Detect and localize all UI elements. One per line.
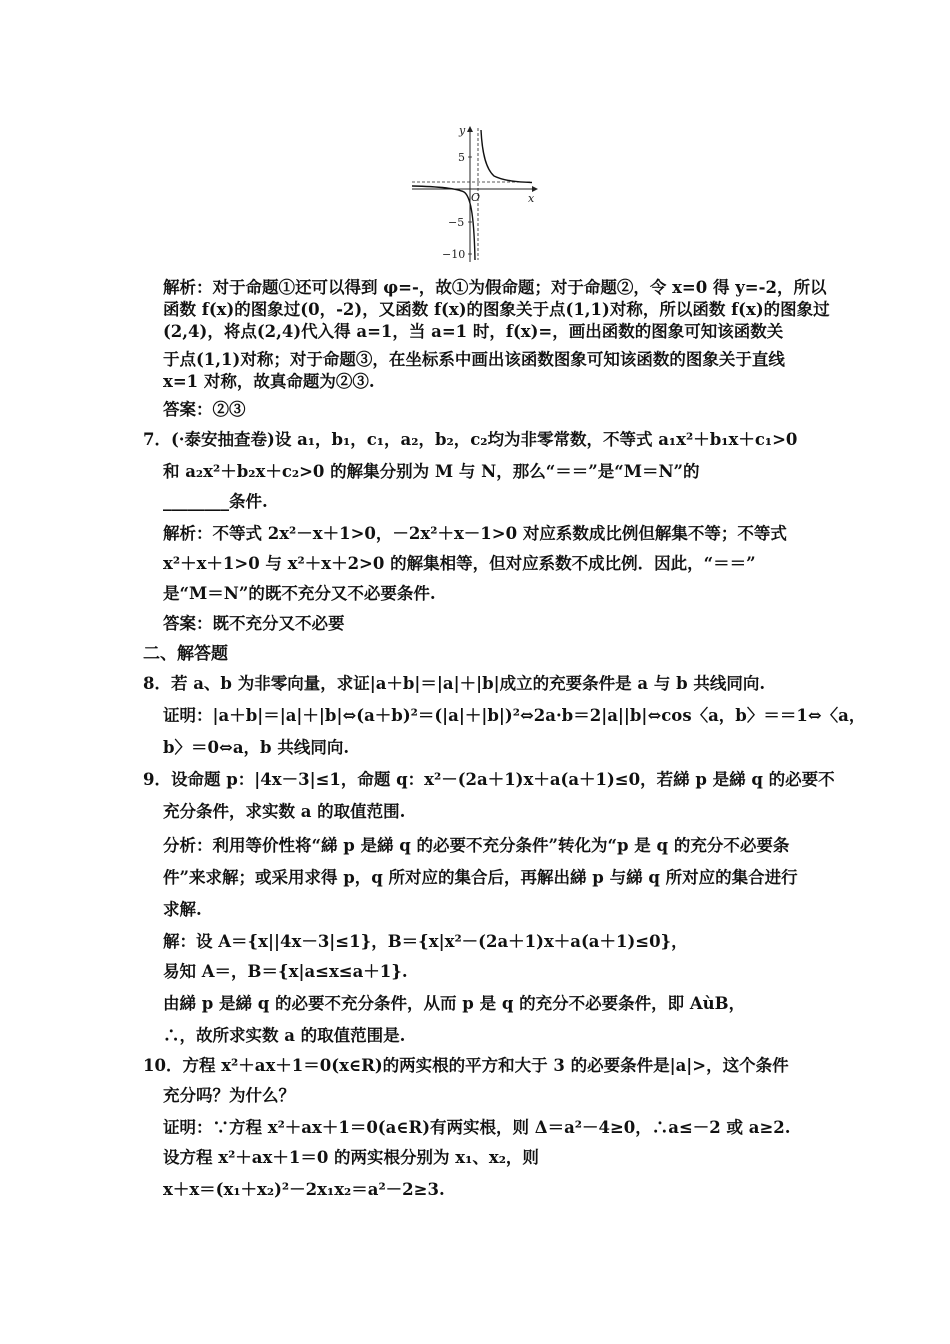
x-axis-label: x <box>528 192 535 205</box>
q9-analysis-line-2: 件”来求解；或采用求得 p，q 所对应的集合后，再解出綈 p 与綈 q 所对应的集合进行 <box>163 868 798 887</box>
q9-analysis-line-3: 求解. <box>163 900 202 919</box>
section-heading: 二、解答题 <box>143 644 228 664</box>
q10-proof-line-2: 设方程 x²＋ax＋1＝0 的两实根分别为 x₁、x₂，则 <box>163 1148 539 1167</box>
q10-proof-line-3: x＋x＝(x₁＋x₂)²－2x₁x₂＝a²－2≥3. <box>163 1180 445 1199</box>
question-10-line-2: 充分吗？为什么？ <box>163 1086 295 1105</box>
analysis-line-5: x=1 对称，故真命题为②③. <box>163 372 375 391</box>
q10-proof-line-1: 证明：∵方程 x²＋ax＋1＝0(a∈R)有两实根，则 Δ＝a²－4≥0，∴a≤－2 或 a≥2. <box>163 1118 791 1137</box>
q8-proof-line-1: 证明：|a＋b|＝|a|＋|b|⇔(a＋b)²＝(|a|＋|b|)²⇔2a·b＝2|a||b|⇔cos〈a，b〉＝＝1⇔〈a， <box>163 706 866 725</box>
question-9-line-2: 充分条件，求实数 a 的取值范围. <box>163 802 406 821</box>
q9-solution-line-4: ∴，故所求实数 a 的取值范围是. <box>163 1026 406 1045</box>
curve-right-branch <box>481 130 532 183</box>
question-7-line-2: 和 a₂x²＋b₂x＋c₂>0 的解集分别为 M 与 N，那么“＝＝”是“M＝N”的 <box>163 462 700 481</box>
y-axis-arrow <box>467 126 473 132</box>
function-graph <box>408 122 540 264</box>
q9-solution-line-2: 易知 A＝，B＝{x|a≤x≤a＋1}. <box>163 962 408 981</box>
question-8: 8．若 a、b 为非零向量，求证|a＋b|＝|a|＋|b|成立的充要条件是 a 与 b 共线同向. <box>143 674 766 693</box>
q7-answer: 答案：既不充分又不必要 <box>163 614 345 633</box>
analysis-line-2: 函数 f(x)的图象过(0，-2)，又函数 f(x)的图象关于点(1,1)对称，所以函数 f(x)的图象过 <box>163 300 830 319</box>
q7-analysis-line-2: x²＋x＋1>0 与 x²＋x＋2>0 的解集相等，但对应系数不成比例．因此，“＝＝” <box>163 554 756 573</box>
question-7-blank: ________条件. <box>163 492 268 511</box>
q9-analysis-line-1: 分析：利用等价性将“綈 p 是綈 q 的必要不充分条件”转化为“p 是 q 的充分不必要条 <box>163 836 790 855</box>
y-axis-label: y <box>459 124 466 137</box>
question-9-line-1: 9．设命题 p：|4x－3|≤1，命题 q：x²－(2a＋1)x＋a(a＋1)≤0，若綈 p 是綈 q 的必要不 <box>143 770 835 789</box>
q8-proof-line-2: b〉＝0⇔a，b 共线同向. <box>163 738 350 757</box>
question-10-line-1: 10．方程 x²＋ax＋1＝0(x∈R)的两实根的平方和大于 3 的必要条件是|a|>，这个条件 <box>143 1056 789 1075</box>
analysis-line-3: (2,4)，将点(2,4)代入得 a=1，当 a=1 时，f(x)=，画出函数的图象可知该函数关 <box>163 322 784 341</box>
analysis-line-1: 解析：对于命题①还可以得到 φ=-，故①为假命题；对于命题②，令 x=0 得 y=-2，所以 <box>163 278 827 297</box>
q7-analysis-line-3: 是“M＝N”的既不充分又不必要条件. <box>163 584 436 603</box>
q7-analysis-line-1: 解析：不等式 2x²－x＋1>0，－2x²＋x－1>0 对应系数成比例但解集不等；不等式 <box>163 524 787 543</box>
origin-label: O <box>471 191 481 204</box>
analysis-line-4: 于点(1,1)对称；对于命题③，在坐标系中画出该函数图象可知该函数的图象关于直线 <box>163 350 785 369</box>
q9-solution-line-3: 由綈 p 是綈 q 的必要不充分条件，从而 p 是 q 的充分不必要条件，即 AùB， <box>163 994 746 1013</box>
tick-label-neg10: −10 <box>442 248 466 261</box>
question-7-line-1: 7．(·泰安抽查卷)设 a₁，b₁，c₁，a₂，b₂，c₂均为非零常数，不等式 a₁x²＋b₁x＋c₁>0 <box>143 430 798 449</box>
answer-line: 答案：②③ <box>163 400 246 419</box>
tick-label-neg5: −5 <box>448 216 465 229</box>
tick-label-5: 5 <box>458 151 465 164</box>
q9-solution-line-1: 解：设 A＝{x||4x－3|≤1}，B＝{x|x²－(2a＋1)x＋a(a＋1)≤0}， <box>163 932 688 951</box>
